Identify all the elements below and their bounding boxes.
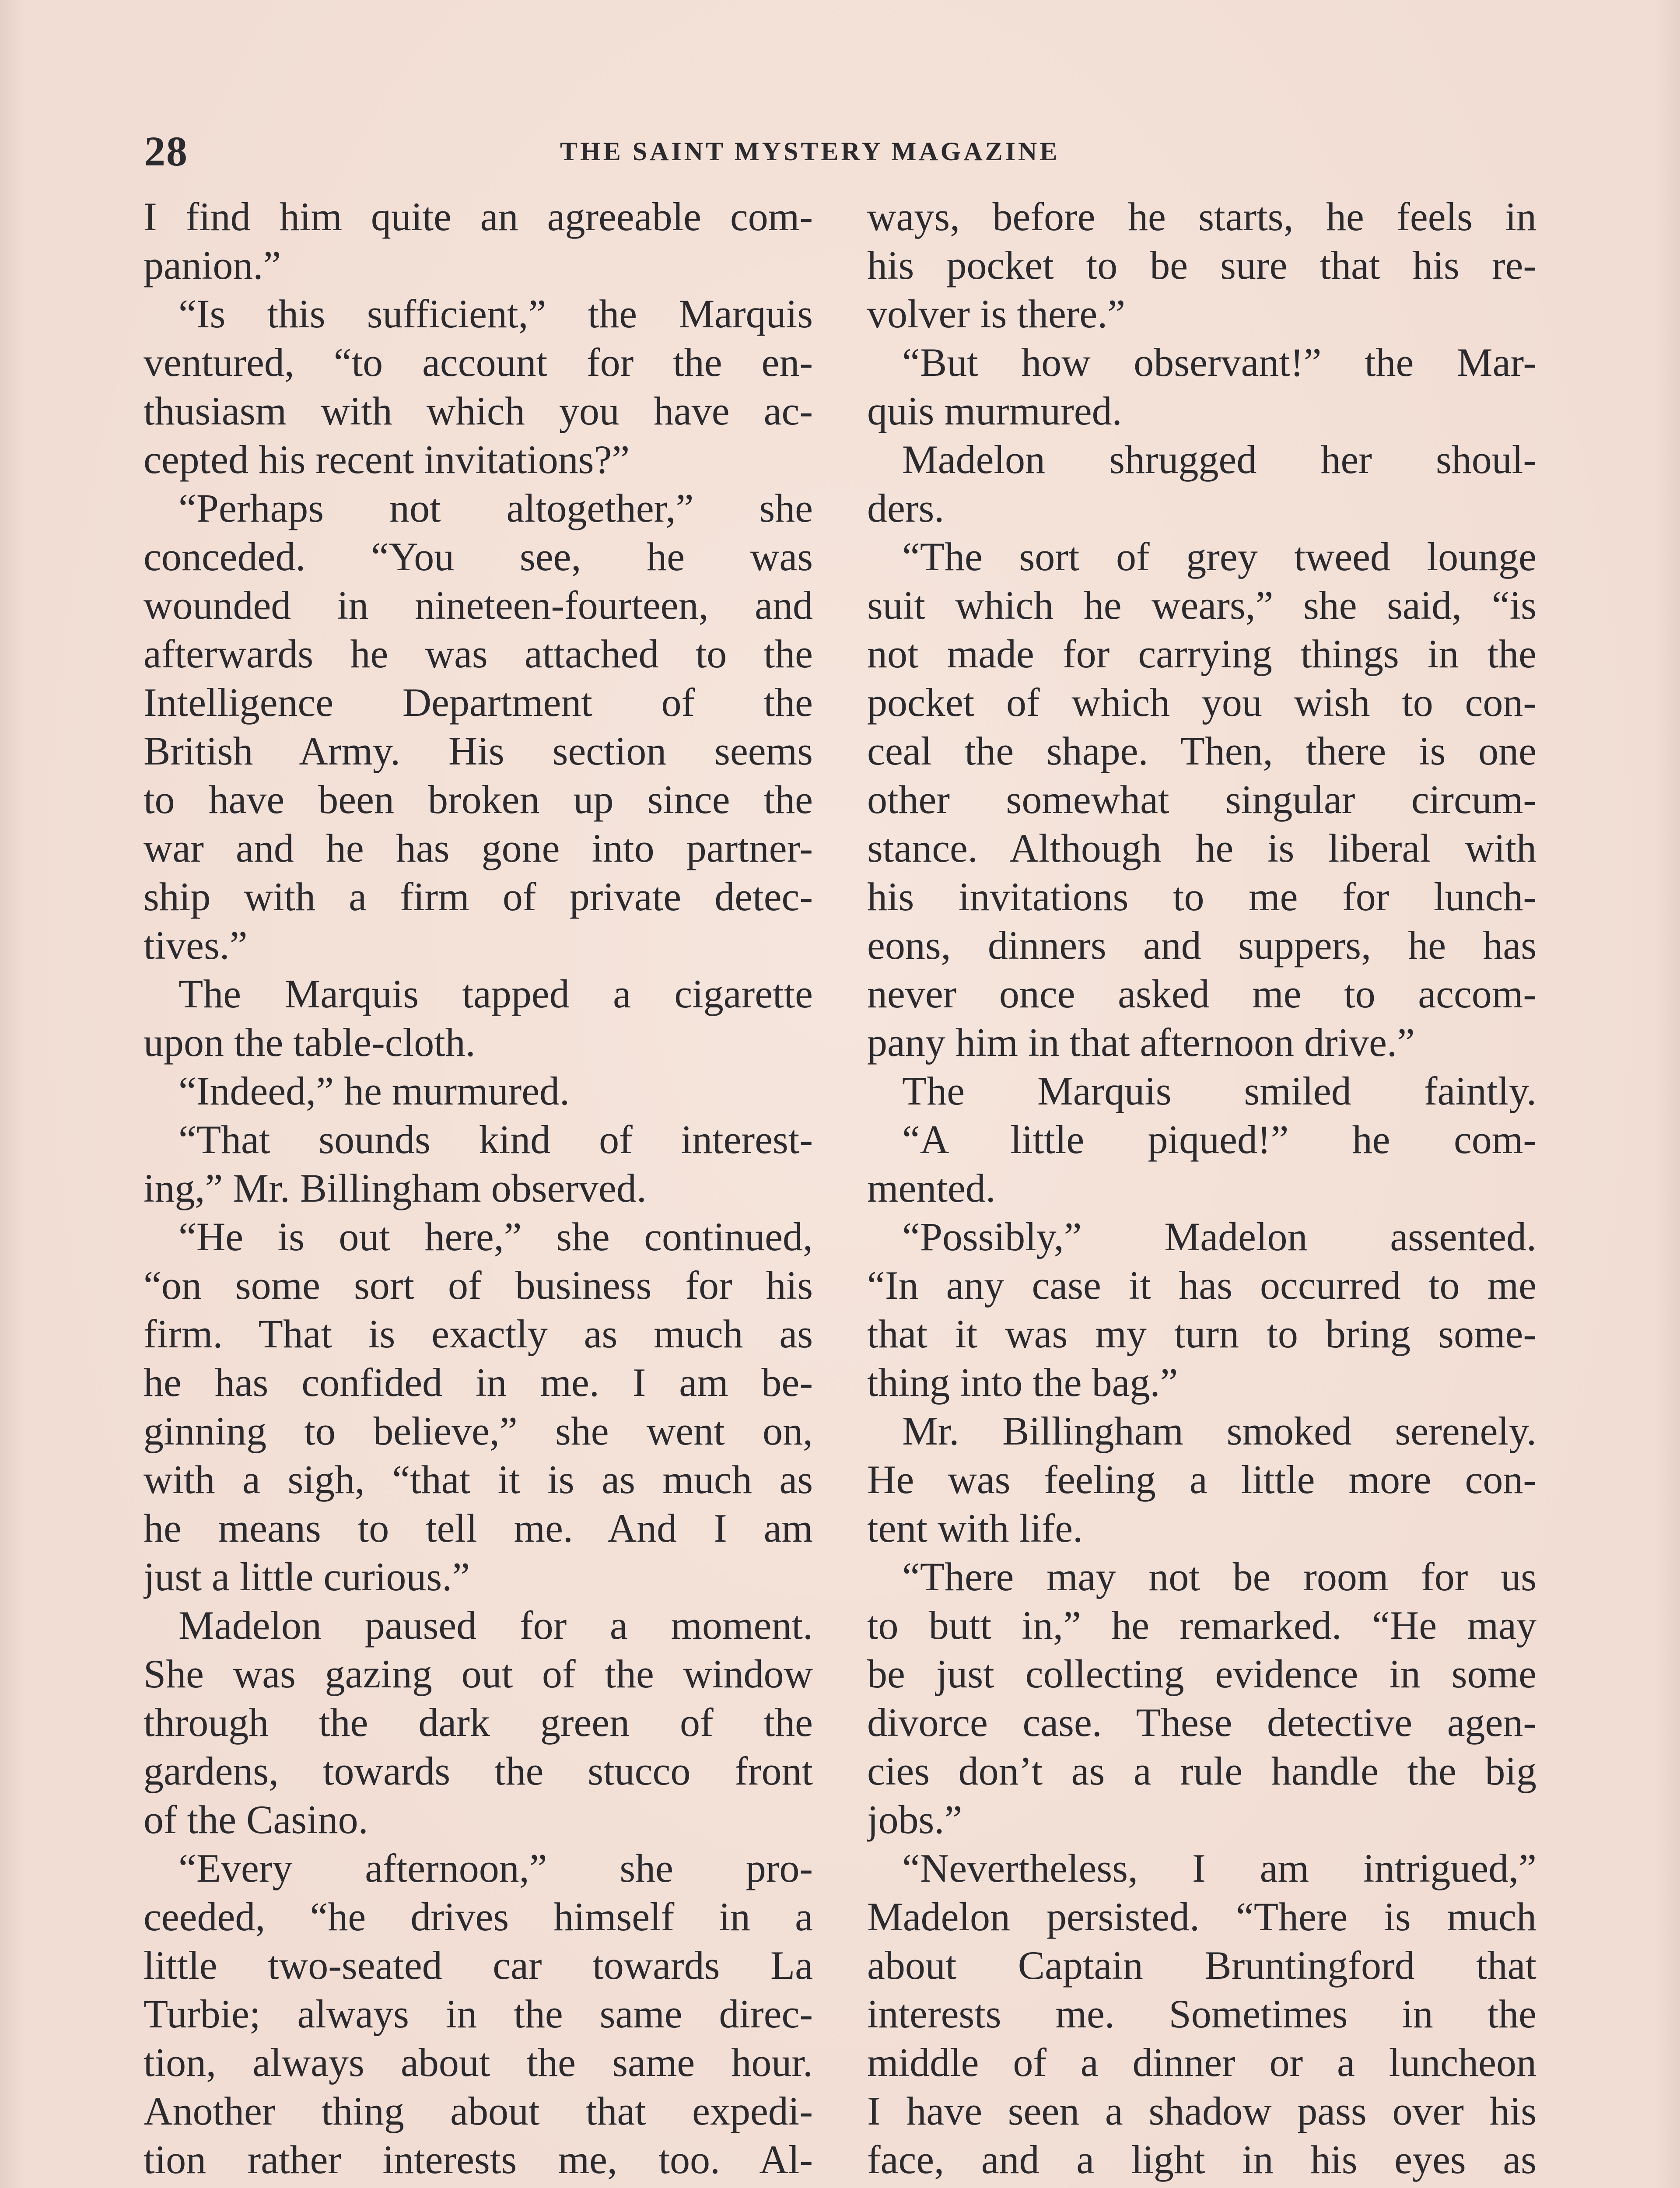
page-number: 28: [144, 128, 188, 175]
text-line: “There may not be room for us: [902, 1554, 1536, 1599]
text-line: be just collecting evidence in some: [867, 1652, 1536, 1696]
page-header: [144, 127, 1544, 184]
text-line: Turbie; always in the same direc-: [144, 1992, 813, 2036]
text-line: tion rather interests me, too. Al-: [144, 2137, 813, 2182]
text-line: ing,” Mr. Billingham observed.: [144, 1166, 647, 1210]
text-line: “Possibly,” Madelon assented.: [902, 1214, 1536, 1259]
text-line: Intelligence Department of the: [144, 680, 813, 725]
text-line: volver is there.”: [867, 291, 1126, 336]
text-column-left: [144, 193, 813, 2188]
text-line: “Every afternoon,” she pro-: [178, 1846, 813, 1890]
text-line: interests me. Sometimes in the: [867, 1992, 1536, 2036]
text-line: “Perhaps not altogether,” she: [178, 486, 813, 530]
text-line: ceal the shape. Then, there is one: [867, 729, 1536, 773]
text-line: “He is out here,” she continued,: [178, 1214, 813, 1259]
text-line: panion.”: [144, 243, 281, 288]
text-line: he means to tell me. And I am: [144, 1506, 813, 1550]
text-line: war and he has gone into partner-: [144, 826, 813, 870]
text-line: The Marquis tapped a cigarette: [178, 971, 813, 1016]
text-line: “Indeed,” he murmured.: [178, 1069, 570, 1113]
text-line: quis murmured.: [867, 389, 1122, 433]
text-line: divorce case. These detective agen-: [867, 1700, 1536, 1745]
text-line: pocket of which you wish to con-: [867, 680, 1536, 725]
text-line: other somewhat singular circum-: [867, 777, 1536, 822]
text-line: I find him quite an agreeable com-: [144, 194, 813, 239]
text-line: just a little curious.”: [144, 1554, 470, 1599]
text-line: thusiasm with which you have ac-: [144, 389, 813, 433]
running-head: THE SAINT MYSTERY MAGAZINE: [560, 137, 1060, 166]
text-line: stance. Although he is liberal with: [867, 826, 1536, 870]
text-line: never once asked me to accom-: [867, 971, 1536, 1016]
text-line: ventured, “to account for the en-: [144, 340, 813, 385]
text-line: suit which he wears,” she said, “is: [867, 583, 1536, 628]
text-line: “But how observant!” the Mar-: [902, 340, 1536, 385]
text-line: tives.”: [144, 923, 248, 968]
text-line: gardens, towards the stucco front: [144, 1749, 813, 1793]
text-column-right: [867, 193, 1536, 2188]
text-line: ginning to believe,” she went on,: [144, 1409, 813, 1453]
text-line: I have seen a shadow pass over his: [867, 2089, 1536, 2133]
text-line: “A little piqued!” he com-: [902, 1117, 1536, 1162]
text-line: upon the table-cloth.: [144, 1020, 476, 1065]
text-line: firm. That is exactly as much as: [144, 1311, 813, 1356]
text-line: Madelon paused for a moment.: [178, 1603, 813, 1648]
text-line: afterwards he was attached to the: [144, 631, 813, 676]
text-line: thing into the bag.”: [867, 1360, 1178, 1405]
text-line: mented.: [867, 1166, 996, 1210]
text-line: his pocket to be sure that his re-: [867, 243, 1536, 288]
text-line: “Is this sufficient,” the Marquis: [178, 291, 813, 336]
text-line: to butt in,” he remarked. “He may: [867, 1603, 1536, 1648]
text-line: tent with life.: [867, 1506, 1083, 1550]
text-line: face, and a light in his eyes as: [867, 2137, 1536, 2182]
text-line: jobs.”: [867, 1797, 962, 1842]
text-line: through the dark green of the: [144, 1700, 813, 1745]
text-line: that it was my turn to bring some-: [867, 1311, 1536, 1356]
text-line: Mr. Billingham smoked serenely.: [902, 1409, 1536, 1453]
text-line: Another thing about that expedi-: [144, 2089, 813, 2133]
text-line: cies don’t as a rule handle the big: [867, 1749, 1536, 1793]
text-line: “Nevertheless, I am intrigued,”: [902, 1846, 1536, 1890]
text-line: ders.: [867, 486, 945, 530]
text-line: conceded. “You see, he was: [144, 534, 813, 579]
text-line: ship with a firm of private detec-: [144, 874, 813, 919]
text-line: not made for carrying things in the: [867, 631, 1536, 676]
text-line: He was feeling a little more con-: [867, 1457, 1536, 1502]
text-line: eons, dinners and suppers, he has: [867, 923, 1536, 968]
text-line: ways, before he starts, he feels in: [867, 194, 1536, 239]
text-line: Madelon persisted. “There is much: [867, 1894, 1536, 1939]
text-line: he has confided in me. I am be-: [144, 1360, 813, 1405]
text-line: tion, always about the same hour.: [144, 2040, 813, 2085]
text-line: pany him in that afternoon drive.”: [867, 1020, 1415, 1065]
text-line: about Captain Bruntingford that: [867, 1943, 1536, 1988]
text-line: ceeded, “he drives himself in a: [144, 1894, 813, 1939]
text-line: to have been broken up since the: [144, 777, 813, 822]
text-line: middle of a dinner or a luncheon: [867, 2040, 1536, 2085]
text-line: little two-seated car towards La: [144, 1943, 813, 1988]
text-line: cepted his recent invitations?”: [144, 437, 630, 482]
text-line: “on some sort of business for his: [144, 1263, 813, 1308]
text-line: wounded in nineteen-fourteen, and: [144, 583, 813, 628]
text-line: “The sort of grey tweed lounge: [902, 534, 1536, 579]
text-line: Madelon shrugged her shoul-: [902, 437, 1536, 482]
text-line: “That sounds kind of interest-: [178, 1117, 813, 1162]
text-line: The Marquis smiled faintly.: [902, 1069, 1536, 1113]
text-line: She was gazing out of the window: [144, 1652, 813, 1696]
text-line: British Army. His section seems: [144, 729, 813, 773]
text-line: of the Casino.: [144, 1797, 368, 1842]
text-line: “In any case it has occurred to me: [867, 1263, 1536, 1308]
text-line: his invitations to me for lunch-: [867, 874, 1536, 919]
text-line: with a sigh, “that it is as much as: [144, 1457, 813, 1502]
